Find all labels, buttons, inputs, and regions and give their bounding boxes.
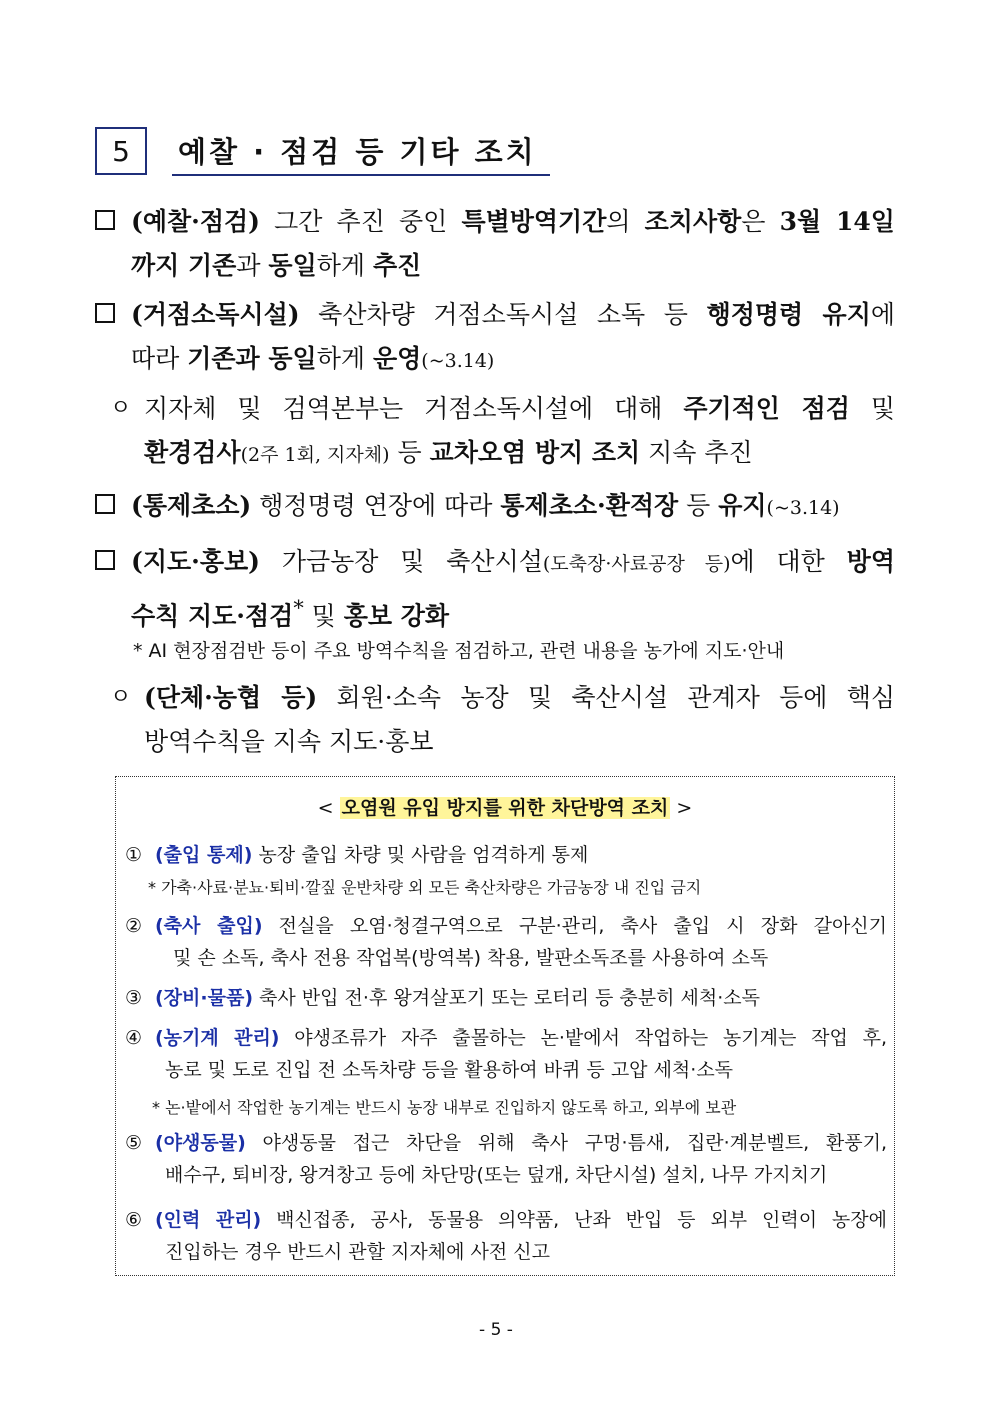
footnote-ai-inspection: * AI 현장점검반 등이 주요 방역수칙을 점검하고, 관련 내용을 농가에 지도·안내 <box>133 640 785 662</box>
circle-bullet-icon: ㅇ <box>110 685 132 710</box>
measure-note-machinery: * 논·밭에서 작업한 농기계는 반드시 농장 내부로 진입하지 않도록 하고, 외부에 보관 <box>152 1098 737 1117</box>
checkbox-square-icon <box>95 550 115 570</box>
section-title: 예찰 · 점검 등 기타 조치 <box>172 132 550 176</box>
checkbox-square-icon <box>95 210 115 230</box>
measure-row-personnel: ⑥ (인력 관리) 백신접종, 공사, 동물용 의약품, 난좌 반입 등 외부 인력이 농장에 진입하는 경우 반드시 관할 지자체에 사전 신고 <box>125 1209 887 1263</box>
measure-note-vehicles: * 가축·사료·분뇨·퇴비·깔짚 운반차량 외 모든 축산차량은 가금농장 내 진입 금지 <box>148 878 702 897</box>
sub-item-association: ㅇ (단체·농협 등) 회원·소속 농장 및 축산시설 관계자 등에 핵심 방역수칙을 지속 지도·홍보 <box>110 676 895 764</box>
bullet-item-guidance: (지도·홍보) 가금농장 및 축산시설(도축장·사료공장 등)에 대한 방역 수칙 지도·점검* 및 홍보 강화 <box>95 540 895 638</box>
page-number: - 5 - <box>479 1320 513 1340</box>
measure-row-access: ① (출입 통제) 농장 출입 차량 및 사람을 엄격하게 통제 <box>125 844 589 866</box>
bullet-item-inspection: (예찰·점검) 그간 추진 중인 특별방역기간의 조치사항은 3월 14일 까지 기존과 동일하게 추진 <box>95 200 895 288</box>
measure-row-equipment: ③ (장비·물품) 축사 반입 전·후 왕겨살포기 또는 로터리 등 충분히 세척·소독 <box>125 987 760 1009</box>
checkbox-square-icon <box>95 303 115 323</box>
bullet-item-checkpoint: (통제초소) 행정명령 연장에 따라 통제초소·환적장 등 유지(~3.14) <box>95 484 895 530</box>
circle-bullet-icon: ㅇ <box>110 396 132 421</box>
measure-row-machinery: ④ (농기계 관리) 야생조류가 자주 출몰하는 논·밭에서 작업하는 농기계는 작업 후, 농로 및 도로 진입 전 소독차량 등을 활용하여 바퀴 등 고압 세척·소독 <box>125 1027 887 1081</box>
measure-row-barn-entry: ② (축사 출입) 전실을 오염·청결구역으로 구분·관리, 축사 출입 시 장화 갈아신기 및 손 소독, 축사 전용 작업복(방역복) 착용, 발판소독조를 사용하여 소독 <box>125 915 888 969</box>
panel-title: < 오염원 유입 방지를 위한 차단방역 조치 > <box>317 797 693 819</box>
measure-row-wildlife: ⑤ (야생동물) 야생동물 접근 차단을 위해 축사 구멍·틈새, 집란·계분벨트, 환풍기, 배수구, 퇴비장, 왕겨창고 등에 차단망(또는 덮개, 차단시설) 설치, 나무 가지치기 <box>125 1132 887 1186</box>
sub-item-periodic-check: ㅇ 지자체 및 검역본부는 거점소독시설에 대해 주기적인 점검 및 환경검사(2주 1회, 지자체) 등 교차오염 방지 조치 지속 추진 <box>110 387 895 477</box>
checkbox-square-icon <box>95 494 115 514</box>
bullet-item-disinfection-facility: (거점소독시설) 축산차량 거점소독시설 소독 등 행정명령 유지에 따라 기존과 동일하게 운영(~3.14) <box>95 293 895 383</box>
section-number: 5 <box>95 127 147 175</box>
biosecurity-measures-box <box>115 776 895 1276</box>
